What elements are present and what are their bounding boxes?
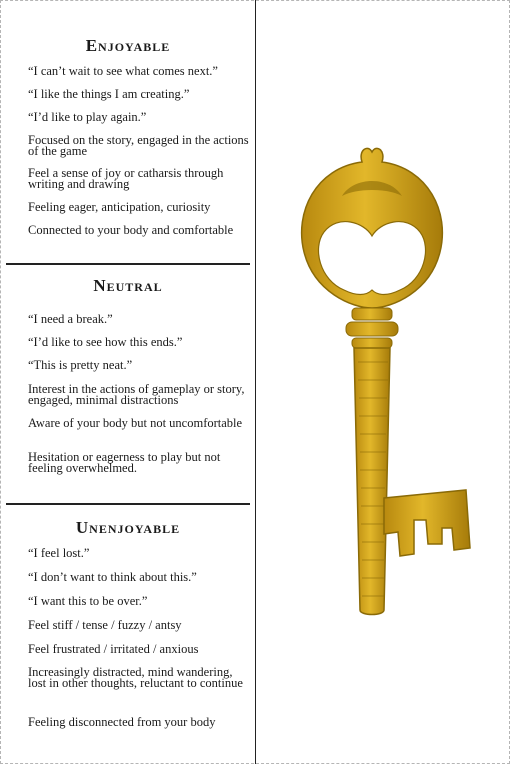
vertical-divider xyxy=(255,0,256,764)
neutral-item-4: Interest in the actions of gameplay or story, engaged, minimal distractions xyxy=(28,382,245,407)
enjoyable-item-7: Connected to your body and comfortable xyxy=(28,223,234,237)
neutral-item-2: “I’d like to see how this ends.” xyxy=(28,335,183,349)
enjoyable-item-6: Feeling eager, anticipation, curiosity xyxy=(28,200,211,214)
section-enjoyable xyxy=(28,36,253,237)
unenjoyable-item-6: Increasingly distracted, mind wandering, lost in other thoughts, reluctant to continue xyxy=(28,665,243,690)
neutral-item-5: Aware of your body but not uncomfortable xyxy=(28,416,243,430)
unenjoyable-item-2: “I don’t want to think about this.” xyxy=(28,570,197,584)
enjoyable-item-1: “I can’t wait to see what comes next.” xyxy=(28,64,218,78)
unenjoyable-item-3: “I want this to be over.” xyxy=(28,594,148,608)
unenjoyable-item-5: Feel frustrated / irritated / anxious xyxy=(28,642,199,656)
enjoyable-item-2: “I like the things I am creating.” xyxy=(28,87,190,101)
section-title-neutral: Neutral xyxy=(93,276,163,295)
key-icon xyxy=(280,140,480,620)
unenjoyable-item-1: “I feel lost.” xyxy=(28,546,90,560)
unenjoyable-item-4: Feel stiff / tense / fuzzy / antsy xyxy=(28,618,182,632)
neutral-item-6: Hesitation or eagerness to play but not feeling overwhelmed. xyxy=(28,450,221,475)
section-neutral xyxy=(28,276,253,475)
enjoyable-item-5: Feel a sense of joy or catharsis through writing and drawing xyxy=(28,166,224,191)
section-unenjoyable xyxy=(28,518,253,729)
section-title-unenjoyable: Unenjoyable xyxy=(75,518,181,537)
enjoyable-item-3: “I’d like to play again.” xyxy=(28,110,147,124)
unenjoyable-item-7: Feeling disconnected from your body xyxy=(28,715,216,729)
section-rule-2 xyxy=(6,503,250,505)
golden-key-illustration xyxy=(280,140,480,620)
section-title-enjoyable: Enjoyable xyxy=(85,36,171,55)
enjoyable-item-4: Focused on the story, engaged in the actions of the game xyxy=(28,133,249,158)
neutral-item-3: “This is pretty neat.” xyxy=(28,358,133,372)
neutral-item-1: “I need a break.” xyxy=(28,312,113,326)
section-rule-1 xyxy=(6,263,250,265)
